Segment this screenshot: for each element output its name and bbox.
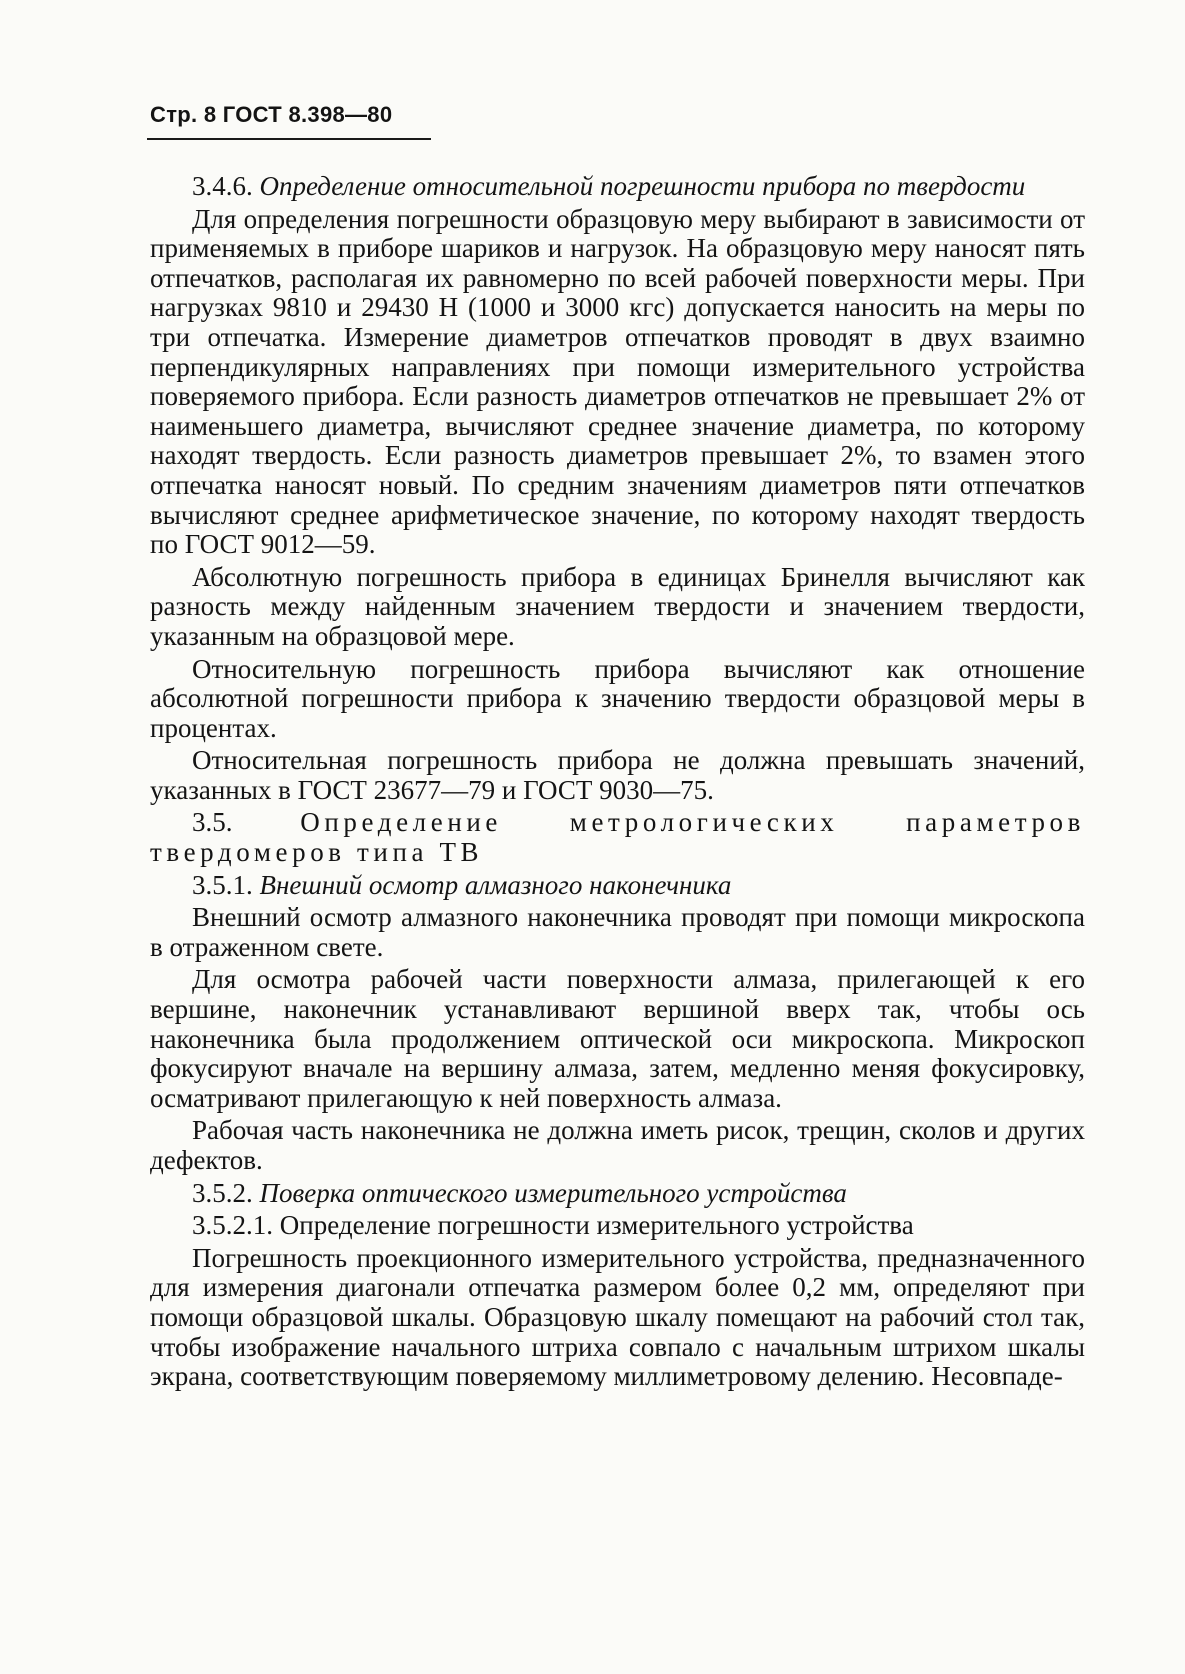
paragraph: Абсолютную погрешность прибора в единицах Бринелля вычисляют как разность между найденным значением твердости и значением твердости, указанным на образцовой мере. [150, 561, 1085, 651]
heading-3-5-2 [150, 1179, 1085, 1209]
heading-title: Определение погрешности измерительного устройства [279, 1210, 914, 1241]
heading-number: 3.5.1. [192, 869, 253, 900]
heading-3-5 [150, 808, 1085, 867]
heading-number: 3.5.2. [192, 1177, 253, 1208]
paragraph: Относительную погрешность прибора вычисляют как отношение абсолютной погрешности прибора к значению твердости образцовой меры в процентах. [150, 653, 1085, 743]
heading-3-5-2-1 [150, 1211, 1085, 1241]
heading-number: 3.4.6. [192, 171, 253, 201]
paragraph: Внешний осмотр алмазного наконечника проводят при помощи микроскопа в отраженном свете. [150, 902, 1085, 962]
paragraph: Погрешность проекционного измерительного устройства, предназначенного для измерения диагонали отпечатка размером более 0,2 мм, определяют при помощи образцовой шкалы. Образцовую шкалу помещают на рабочий стол так, чтобы изображение начального штриха совпало с начальным штрихом шкалы экрана, соответствующим поверяемому миллиметровому делению. Несовпаде- [150, 1242, 1085, 1392]
heading-number: 3.5. [192, 807, 233, 838]
heading-3-5-1 [150, 871, 1085, 901]
body-text [150, 172, 1085, 1395]
heading-title: Определение метрологических параметров твердомеров типа ТВ [150, 807, 1085, 868]
paragraph: Относительная погрешность прибора не должна превышать значений, указанных в ГОСТ 23677—79 и ГОСТ 9030—75. [150, 745, 1085, 805]
paragraph: Для определения погрешности образцовую меру выбирают в зависимости от применяемых в приборе шариков и нагрузок. На образцовую меру наносят пять отпечатков, располагая их равномерно по всей рабочей поверхности меры. При нагрузках 9810 и 29430 Н (1000 и 3000 кгс) допускается наносить на меры по три отпечатка. Измерение диаметров отпечатков проводят в двух взаимно перпендикулярных направлениях при помощи измерительного устройства поверяемого прибора. Если разность диаметров отпечатков не превышает 2% от наименьшего диаметра, вычисляют среднее значение диаметра, по которому находят твердость. Если разность диаметров превышает 2%, то взамен этого отпечатка наносят новый. По средним значениям диаметров пяти отпечатков вычисляют среднее арифметическое значение, по которому находят твердость по ГОСТ 9012—59. [150, 203, 1085, 560]
paragraph: Рабочая часть наконечника не должна иметь рисок, трещин, сколов и других дефектов. [150, 1115, 1085, 1175]
heading-3-4-6 [150, 172, 1085, 202]
paragraph: Для осмотра рабочей части поверхности алмаза, прилегающей к его вершине, наконечник устанавливают вершиной вверх так, чтобы ось наконечника была продолжением оптической оси микроскопа. Микроскоп фокусируют вначале на вершину алмаза, затем, медленно меняя фокусировку, осматривают прилегающую к ней поверхность алмаза. [150, 964, 1085, 1113]
header-rule [147, 138, 431, 140]
running-header: Стр. 8 ГОСТ 8.398—80 [150, 102, 393, 127]
heading-title: Поверка оптического измерительного устройства [259, 1177, 847, 1208]
heading-number: 3.5.2.1. [192, 1210, 273, 1241]
heading-title: Определение относительной погрешности прибора по твердости [259, 171, 1026, 201]
heading-title: Внешний осмотр алмазного наконечника [259, 869, 732, 900]
